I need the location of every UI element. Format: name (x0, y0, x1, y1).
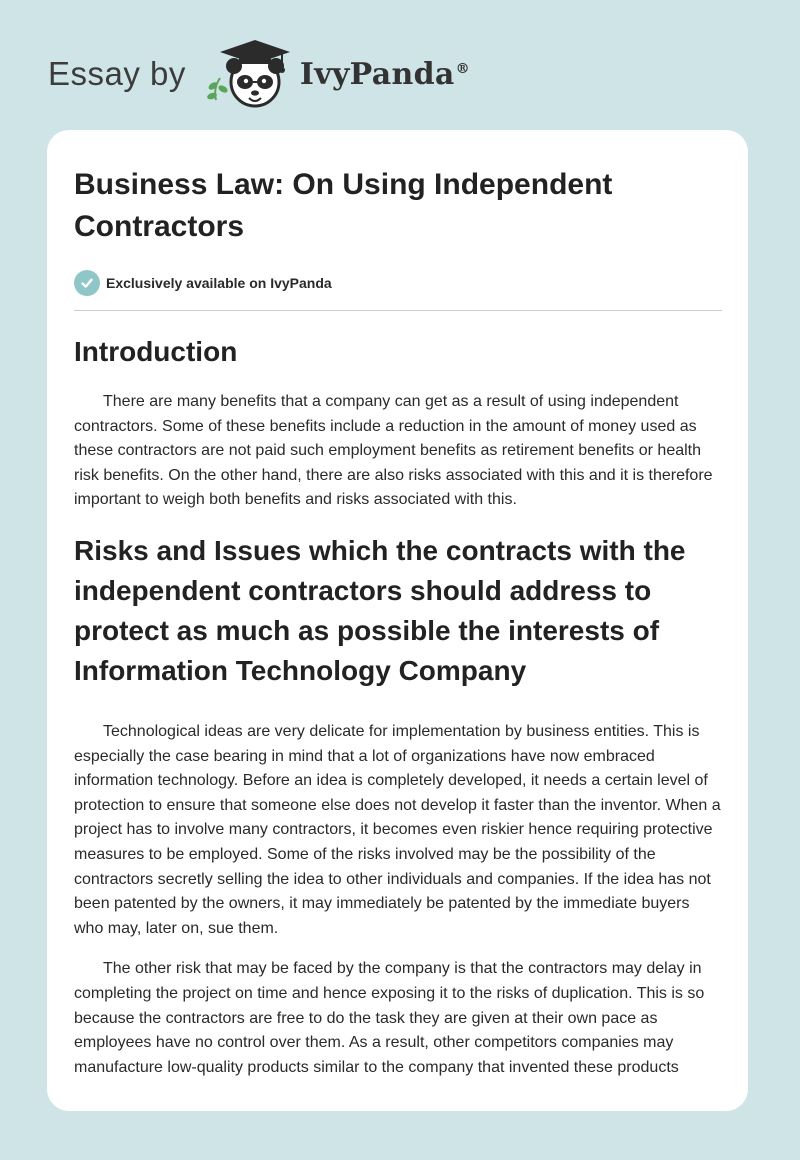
panda-graduate-icon (202, 36, 298, 112)
paragraph: Technological ideas are very delicate for implementation by business entities. This is especially the case bearing in mind that a lot of organizations have now embraced information technology. Before an idea is completely developed, it needs a certain level of protection to ensure that someone else does not develop it faster than the inventor. When a project has to involve many contractors, it becomes even riskier hence requiring protective measures to be employed. Some of the risks involved may be the possibility of the contractors secretly selling the idea to other individuals and companies. If the idea has not been patented by the owners, it may immediately be patented by the immediate buyers who may, later on, sue them. (74, 722, 721, 937)
section-heading-risks: Risks and Issues which the contracts with the independent contractors should address to protect as much as possible the interests of Information Technology Company (74, 534, 686, 686)
exclusive-badge (74, 270, 722, 296)
paragraph: There are many benefits that a company can get as a result of using independent contractors. Some of these benefits include a reduction in the amount of money used as these contractors are not paid such employment benefits as retirement benefits or health risk benefits. On the other hand, there are also risks associated with this and it is therefore important to weigh both benefits and risks associated with this. (74, 393, 713, 509)
registered-mark: ® (455, 60, 470, 77)
site-header (48, 36, 470, 112)
page-title: Business Law: On Using Independent Contractors (74, 168, 613, 243)
divider (74, 310, 722, 311)
brand-name: IvyPanda® (299, 56, 470, 92)
essay-content (74, 164, 722, 1080)
exclusive-label: Exclusively available on IvyPanda (106, 275, 332, 291)
essay-by-label: Essay by (48, 55, 186, 92)
essay-card (47, 130, 748, 1111)
checkmark-icon (74, 270, 100, 296)
paragraph: The other risk that may be faced by the company is that the contractors may delay in completing the project on time and hence exposing it to the risks of duplication. This is so because the contractors are free to do the task they are given at their own pace as employees have no control over them. As a result, other competitors companies may manufacture low-quality products similar to the company that invented these products (74, 960, 705, 1076)
section-heading-introduction: Introduction (74, 336, 238, 367)
